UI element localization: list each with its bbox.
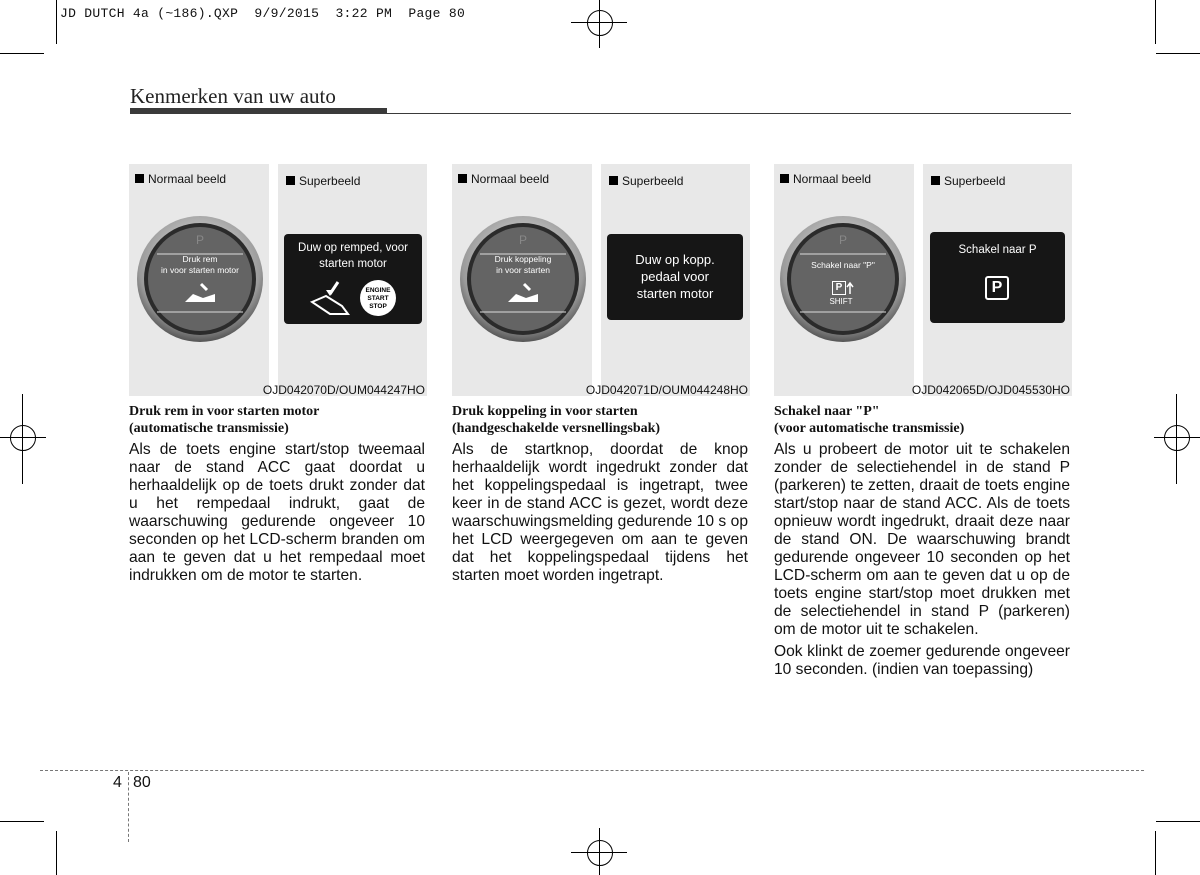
column-body: Als u probeert de motor uit te schakelen zonder de selectiehendel in de stand P (parkeren) te zetten, draait de toets engine start/stop naar de stand ACC. Als de toets opnieuw wordt ingedrukt, draait deze naar de stand ON. De waarschuwing brandt gedurende ongeveer 10 seconden op het LCD-scherm om aan te geven dat u op de toets engine start/stop moet drukken met de selectiehendel in stand P (parkeren) om de motor uit te schakelen. Ook klinkt de zoemer gedurende ongeveer 10 seconden. (indien van toepassing) — [774, 441, 1070, 678]
normal-view-label: Normaal beeld — [135, 172, 226, 186]
normal-view-label: Normaal beeld — [780, 172, 871, 186]
title-underline-thick — [130, 108, 387, 114]
gauge-cluster — [458, 214, 588, 344]
chapter-number: 4 — [113, 774, 122, 791]
crop-mark — [56, 0, 57, 44]
gauge-shift-label: SHIFT — [829, 297, 853, 306]
svg-text:P: P — [518, 233, 528, 247]
brake-pedal-icon — [308, 278, 358, 318]
print-header: JD DUTCH 4a (~186).QXP 9/9/2015 3:22 PM Page 80 — [60, 6, 466, 21]
crop-mark — [1155, 0, 1156, 44]
lcd-super-view: Duw op remped, voor starten motor ENGINE START STOP — [284, 234, 422, 324]
gauge-cluster — [135, 214, 265, 344]
crop-mark — [1156, 53, 1200, 54]
column-heading: Schakel naar "P" (voor automatische transmissie) — [774, 404, 965, 436]
figure-code: OJD042071D/OUM044248HO — [585, 383, 748, 397]
svg-text:P: P — [195, 233, 205, 247]
page-number: 80 — [133, 774, 151, 791]
lcd-super-view: Schakel naar P P — [930, 232, 1065, 323]
super-view-label: Superbeeld — [931, 174, 1005, 188]
normal-view-label: Normaal beeld — [458, 172, 549, 186]
crop-mark — [0, 53, 44, 54]
engine-start-stop-button-icon: ENGINE START STOP — [360, 280, 396, 316]
footer-rule — [40, 770, 1144, 771]
gauge-message: Druk koppeling in voor starten — [494, 254, 552, 275]
column-body: Als de startknop, doordat de knop herhaaldelijk wordt ingedrukt zonder dat het koppelingspedaal is ingetrapt, twee keer in de stand ACC is gezet, wordt deze waarschuwingsmelding gedurende 10 s op het LCD weergegeven om aan te geven dat het koppelingspedaal tijdens het starten moet worden ingetrapt. — [452, 441, 748, 584]
crop-mark — [1156, 821, 1200, 822]
figure-brake-warning — [129, 164, 427, 396]
section-title: Kenmerken van uw auto — [130, 84, 336, 108]
gauge-cluster — [778, 214, 908, 344]
figure-code: OJD042065D/OJD045530HO — [911, 383, 1070, 397]
super-view-label: Superbeeld — [609, 174, 683, 188]
title-underline-thin — [387, 113, 1071, 114]
gauge-p-indicator: P — [832, 281, 846, 295]
super-view-label: Superbeeld — [286, 174, 360, 188]
crop-mark — [1155, 831, 1156, 875]
figure-shift-to-p-warning — [774, 164, 1072, 396]
lcd-super-view: Duw op kopp. pedaal voor starten motor — [607, 234, 743, 320]
crop-mark — [56, 831, 57, 875]
column-heading: Druk koppeling in voor starten (handgeschakelde versnellingsbak) — [452, 404, 661, 436]
column-body: Als de toets engine start/stop tweemaal naar de stand ACC gaat doordat u herhaaldelijk op de toets drukt zonder dat u het rempedaal indrukt, gaat de waarschuwing gedurende ongeveer 10 seconden op het LCD-scherm branden om aan te geven dat u het rempedaal moet indrukken om de motor te starten. — [129, 441, 425, 584]
svg-text:P: P — [838, 233, 848, 247]
figure-clutch-warning — [452, 164, 750, 396]
crop-mark — [0, 821, 44, 822]
figure-code: OJD042070D/OUM044247HO — [262, 383, 425, 397]
gauge-message: Druk rem in voor starten motor — [161, 254, 239, 275]
gauge-message: Schakel naar "P" — [811, 260, 875, 270]
footer-divider — [128, 772, 129, 842]
column-heading: Druk rem in voor starten motor (automatische transmissie) — [129, 404, 320, 436]
park-p-icon: P — [985, 276, 1009, 300]
